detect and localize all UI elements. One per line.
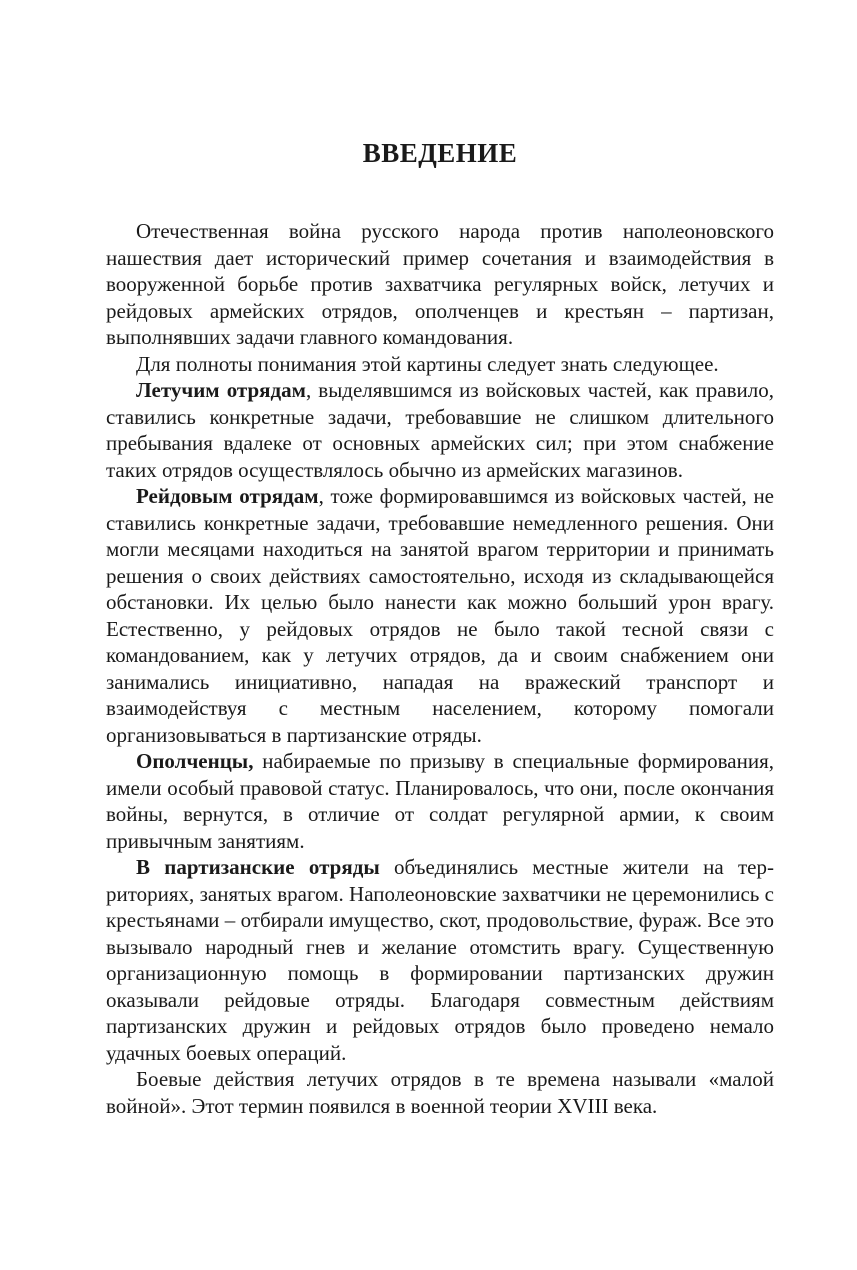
paragraph-4-lead: Рейдовым отрядам bbox=[136, 484, 319, 508]
paragraph-1-text: Отечественная война русского народа против наполеоновского нашествия дает исторический пример сочетания и взаимодействия в вооруженной борьбе против захватчика регулярных войск, летучих и рейдовых армейских отрядов, ополченцев и крестьян – партизан, выполнявших задачи главного командования. bbox=[106, 219, 774, 349]
paragraph-3-text: , выделявшимся из войсковых частей, как правило, ставились конкретные задачи, требовавшие не слишком длительного пребывания вдалеке от основных армейских сил; при этом снабжение таких отрядов осуществлялось обычно из армейских магазинов. bbox=[106, 378, 774, 482]
paragraph-6-text: объединялись местные жители на территориях, занятых врагом. Наполеоновские захватчики не церемонились с крестьянами – отбирали имущество, скот, продовольствие, фураж. Все это вызывало народный гнев и желание отомстить врагу. Существенную организационную помощь в формировании партизанских дружин оказывали рейдовые отряды. Благодаря совместным действиям партизанских дружин и рейдовых отрядов было проведено немало удачных боевых операций. bbox=[106, 855, 774, 1065]
paragraph-2 bbox=[106, 351, 774, 378]
paragraph-7 bbox=[106, 1066, 774, 1119]
body-text bbox=[106, 218, 774, 1119]
paragraph-5-lead: Ополченцы, bbox=[136, 749, 254, 773]
paragraph-7-text: Боевые действия летучих отрядов в те времена называли «малой войной». Этот термин появился в военной теории XVIII века. bbox=[106, 1067, 774, 1118]
chapter-title: ВВЕДЕНИЕ bbox=[362, 138, 518, 168]
paragraph-6-lead: В партизанские отряды bbox=[136, 855, 380, 879]
paragraph-4-text: , тоже формировавшимся из войсковых частей, не ставились конкретные задачи, требовавшие немедленного решения. Они могли месяцами находиться на занятой врагом территории и принимать решения о своих действиях самостоятельно, исходя из складывающейся обстановки. Их целью было нанести как можно больший урон врагу. Естественно, у рейдовых отрядов не было такой тесной связи с командованием, как у летучих отрядов, да и своим снабжением они занимались инициативно, нападая на вражеский транспорт и взаимодействуя с местным населением, которому помогали организовываться в партизанские отряды. bbox=[106, 484, 774, 747]
paragraph-3-lead: Летучим отрядам bbox=[136, 378, 306, 402]
paragraph-6 bbox=[106, 854, 774, 1066]
paragraph-5-text: набираемые по призыву в специальные формирования, имели особый правовой статус. Планировалось, что они, после окончания войны, вернутся, в отличие от солдат регулярной армии, к своим привычным занятиям. bbox=[106, 749, 774, 853]
paragraph-3 bbox=[106, 377, 774, 483]
book-page bbox=[106, 0, 774, 1270]
paragraph-4 bbox=[106, 483, 774, 748]
paragraph-2-text: Для полноты понимания этой картины следует знать следующее. bbox=[136, 351, 719, 376]
paragraph-1 bbox=[106, 218, 774, 351]
paragraph-5 bbox=[106, 748, 774, 854]
